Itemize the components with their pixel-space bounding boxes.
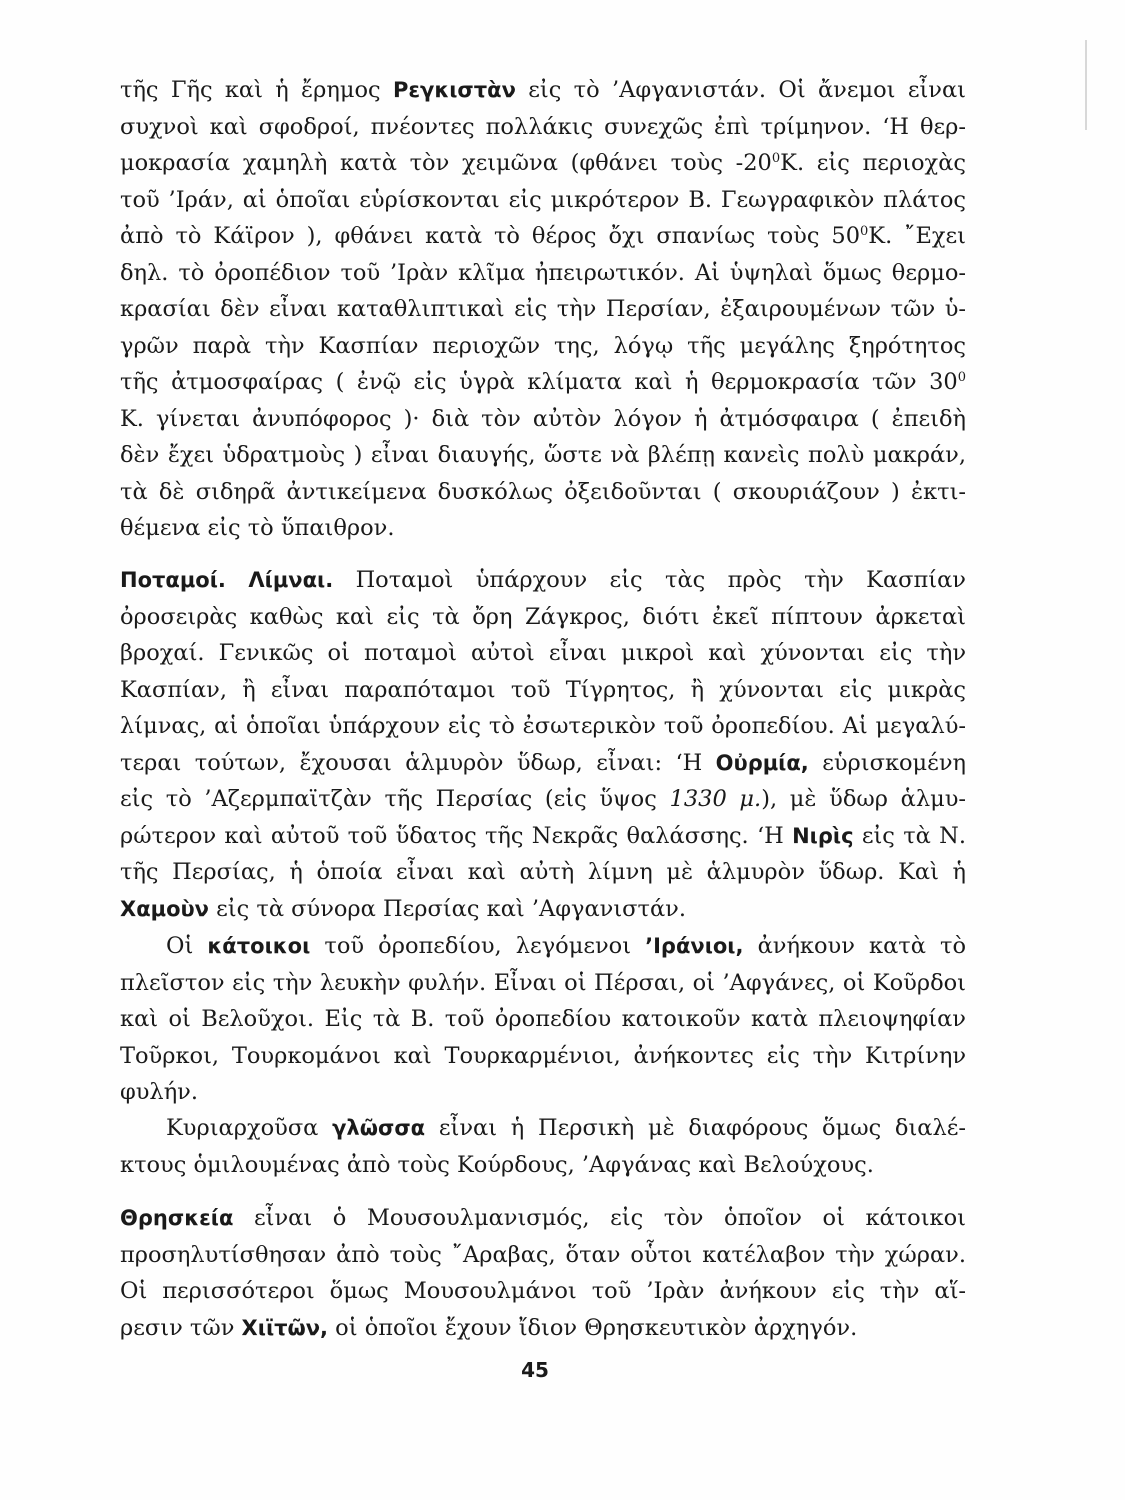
text-run: Κ. γίνεται ἀνυπόφορος )· διὰ τὸν αὐτὸν λόγον ἡ ἀτμόσφαιρα ( ἐπειδὴ (120, 405, 966, 432)
text-run: λίμνας, αἱ ὁποῖαι ὑπάρχουν εἰς τὸ ἐσωτερικὸν τοῦ ὀροπεδίου. Αἱ μεγαλύ- (120, 713, 966, 739)
bold-term: ’Ιράνιοι, (645, 934, 744, 958)
text-line (120, 145, 966, 182)
text-run: εἰς τὰ Ν. (853, 822, 966, 849)
text-run: εἰς τὸ ’Αφγανιστάν. Οἱ ἄνεμοι εἶναι (515, 77, 966, 103)
text-line (120, 1273, 966, 1310)
bold-term: Χαμοὺν (120, 896, 209, 921)
text-line (120, 818, 966, 855)
text-run: ), μὲ ὕδωρ ἁλμυ- (761, 786, 966, 812)
text-line (120, 109, 966, 146)
text-line (120, 781, 966, 818)
text-line (120, 965, 966, 1002)
text-run: συχνοὶ καὶ σφοδροί, πνέοντες πολλάκις συνεχῶς ἐπὶ τρίμηνον. ‘Η θερ- (120, 113, 966, 140)
text-run: εἶναι ἡ Περσικὴ μὲ διαφόρους ὅμως διαλέ- (425, 1115, 966, 1141)
text-line (120, 672, 966, 709)
text-run: βροχαί. Γενικῶς οἱ ποταμοὶ αὐτοὶ εἶναι μικροὶ καὶ χύνονται εἰς τὴν (120, 640, 966, 666)
text-run: εἰς τὰ σύνορα Περσίας καὶ ’Αφγανιστάν. (208, 895, 686, 922)
text-line (120, 72, 966, 109)
paragraph-climate (120, 72, 966, 547)
text-line (120, 1038, 966, 1075)
text-run: δηλ. τὸ ὀροπέδιον τοῦ ’Ιρὰν κλῖμα ἠπειρωτικόν. Αἱ ὑψηλαὶ ὅμως θερμο- (120, 259, 966, 286)
text-run: γρῶν παρὰ τὴν Κασπίαν περιοχῶν της, λόγῳ τῆς μεγάλης ξηρότητος (120, 332, 966, 359)
text-run: οἱ ὁποῖοι ἔχουν ἴδιον Θρησκευτικὸν ἀρχηγόν. (328, 1314, 858, 1341)
text-line (120, 599, 966, 636)
text-line (120, 510, 966, 547)
text-run: Κ. εἰς περιοχὰς (780, 150, 966, 176)
page-number: 45 (521, 1358, 549, 1382)
text-run: κτους ὁμιλουμένας ἀπὸ τοὺς Κούρδους, ’Αφγάνας καὶ Βελούχους. (120, 1151, 874, 1178)
text-run: πλεῖστον εἰς τὴν λευκὴν φυλήν. Εἶναι οἱ Πέρσαι, οἱ ’Αφγάνες, οἱ Κοῦρδοι (120, 969, 966, 996)
scan-edge-mark (1085, 40, 1087, 130)
text-line (120, 437, 966, 474)
text-line (120, 364, 966, 401)
paragraph-language (120, 1110, 966, 1183)
text-line (120, 854, 966, 891)
text-run: Ποταμοὶ ὑπάρχουν εἰς τὰς πρὸς τὴν Κασπίαν (333, 567, 966, 593)
text-line (120, 562, 966, 599)
text-run: τῆς Γῆς καὶ ἡ ἔρημος (120, 77, 393, 103)
bold-term: Νιρὶς (792, 823, 854, 848)
bold-term: Θρησκεία (120, 1206, 234, 1230)
text-run: τὰ δὲ σιδηρᾶ ἀντικείμενα δυσκόλως ὀξειδοῦνται ( σκουριάζουν ) ἐκτι- (120, 478, 966, 505)
text-run: τοῦ ὀροπεδίου, λεγόμενοι (310, 933, 646, 959)
text-run: τῆς Περσίας, ἡ ὁποία εἶναι καὶ αὐτὴ λίμνη μὲ ἁλμυρὸν ὕδωρ. Καὶ ἡ (120, 859, 966, 885)
text-line (120, 1110, 966, 1147)
text-line (120, 1147, 966, 1184)
text-line (120, 474, 966, 511)
text-line (120, 1074, 966, 1111)
text-line (120, 401, 966, 438)
text-line (120, 928, 966, 965)
text-line (120, 1001, 966, 1038)
bold-term: γλῶσσα (332, 1116, 426, 1140)
text-run: προσηλυτίσθησαν ἀπὸ τοὺς ῎Αραβας, ὅταν οὗτοι κατέλαβον τὴν χώραν. (120, 1241, 966, 1268)
text-line (120, 1310, 966, 1347)
text-run: φυλήν. (120, 1079, 199, 1105)
paragraph-inhabitants (120, 928, 966, 1111)
text-run: τεραι τούτων, ἔχουσαι ἁλμυρὸν ὕδωρ, εἶναι: ‘Η (120, 749, 716, 776)
text-run: εὑρισκομένη (808, 749, 966, 776)
text-run: Τοῦρκοι, Τουρκομάνοι καὶ Τουρκαρμένιοι, ἀνήκοντες εἰς τὴν Κιτρίνην (120, 1042, 966, 1069)
text-line (120, 291, 966, 328)
paragraph-religion (120, 1200, 966, 1346)
text-line (120, 328, 966, 365)
text-run: τοῦ ’Ιράν, αἱ ὁποῖαι εὑρίσκονται εἰς μικρότερον Β. Γεωγραφικὸν πλάτος (120, 186, 966, 213)
text-line (120, 635, 966, 672)
bold-term: κάτοικοι (207, 934, 311, 958)
text-run: καὶ οἱ Βελοῦχοι. Εἰς τὰ Β. τοῦ ὀροπεδίου κατοικοῦν κατὰ πλειοψηφίαν (120, 1006, 966, 1032)
bold-term: Ποταμοί. Λίμναι. (120, 568, 334, 592)
bold-term: Ρεγκιστὰν (392, 78, 516, 102)
bold-term: Χιϊτῶν, (241, 1315, 329, 1340)
text-run: Κ. ῎Εχει (868, 223, 966, 249)
text-run: Οἱ (166, 933, 208, 959)
text-line (120, 1200, 966, 1237)
text-run: Κυριαρχοῦσα (166, 1115, 333, 1141)
text-run: θέμενα εἰς τὸ ὕπαιθρον. (120, 515, 395, 541)
text-run: ρώτερον καὶ αὐτοῦ τοῦ ὕδατος τῆς Νεκρᾶς θαλάσσης. ‘Η (120, 822, 793, 849)
text-run: ὀροσειρὰς καθὼς καὶ εἰς τὰ ὄρη Ζάγκρος, διότι ἐκεῖ πίπτουν ἀρκεταὶ (120, 603, 966, 630)
text-run: μοκρασία χαμηλὴ κατὰ τὸν χειμῶνα (φθάνει τοὺς -20 (120, 150, 772, 176)
degree-superscript: 0 (860, 224, 869, 239)
degree-superscript: 0 (957, 370, 966, 385)
paragraph-rivers-lakes (120, 562, 966, 927)
text-run: δὲν ἔχει ὑδρατμοὺς ) εἶναι διαυγής, ὥστε νὰ βλέπῃ κανεὶς πολὺ μακράν, (120, 442, 966, 468)
text-run: Κασπίαν, ἢ εἶναι παραπόταμοι τοῦ Τίγρητος, ἢ χύνονται εἰς μικρὰς (120, 676, 966, 703)
text-run: τῆς ἀτμοσφαίρας ( ἐνῷ εἰς ὑγρὰ κλίματα καὶ ἡ θερμοκρασία τῶν 30 (120, 369, 958, 395)
text-line (120, 1237, 966, 1274)
bold-term: Οὐρμία, (715, 750, 809, 775)
text-run: κρασίαι δὲν εἶναι καταθλιπτικαὶ εἰς τὴν Περσίαν, ἐξαιρουμένων τῶν ὑ- (120, 296, 966, 322)
text-run: ρεσιν τῶν (120, 1314, 242, 1341)
text-run: ἀνήκουν κατὰ τὸ (743, 933, 966, 959)
text-line (120, 708, 966, 745)
text-line (120, 218, 966, 255)
text-run: εἰς τὸ ’Αζερμπαϊτζὰν τῆς Περσίας (εἰς ὕψος (120, 786, 670, 812)
text-line (120, 745, 966, 782)
italic-text: 1330 μ. (669, 786, 762, 812)
degree-superscript: 0 (771, 151, 781, 166)
text-run: ἀπὸ τὸ Κάϊρον ), φθάνει κατὰ τὸ θέρος ὄχι σπανίως τοὺς 50 (120, 223, 861, 249)
text-line (120, 255, 966, 292)
text-run: Οἱ περισσότεροι ὅμως Μουσουλμάνοι τοῦ ’Ιρὰν ἀνήκουν εἰς τὴν αἵ- (120, 1278, 966, 1304)
text-run: εἶναι ὁ Μουσουλμανισμός, εἰς τὸν ὁποῖον οἱ κάτοικοι (233, 1205, 966, 1231)
text-line (120, 891, 966, 928)
text-line (120, 182, 966, 219)
